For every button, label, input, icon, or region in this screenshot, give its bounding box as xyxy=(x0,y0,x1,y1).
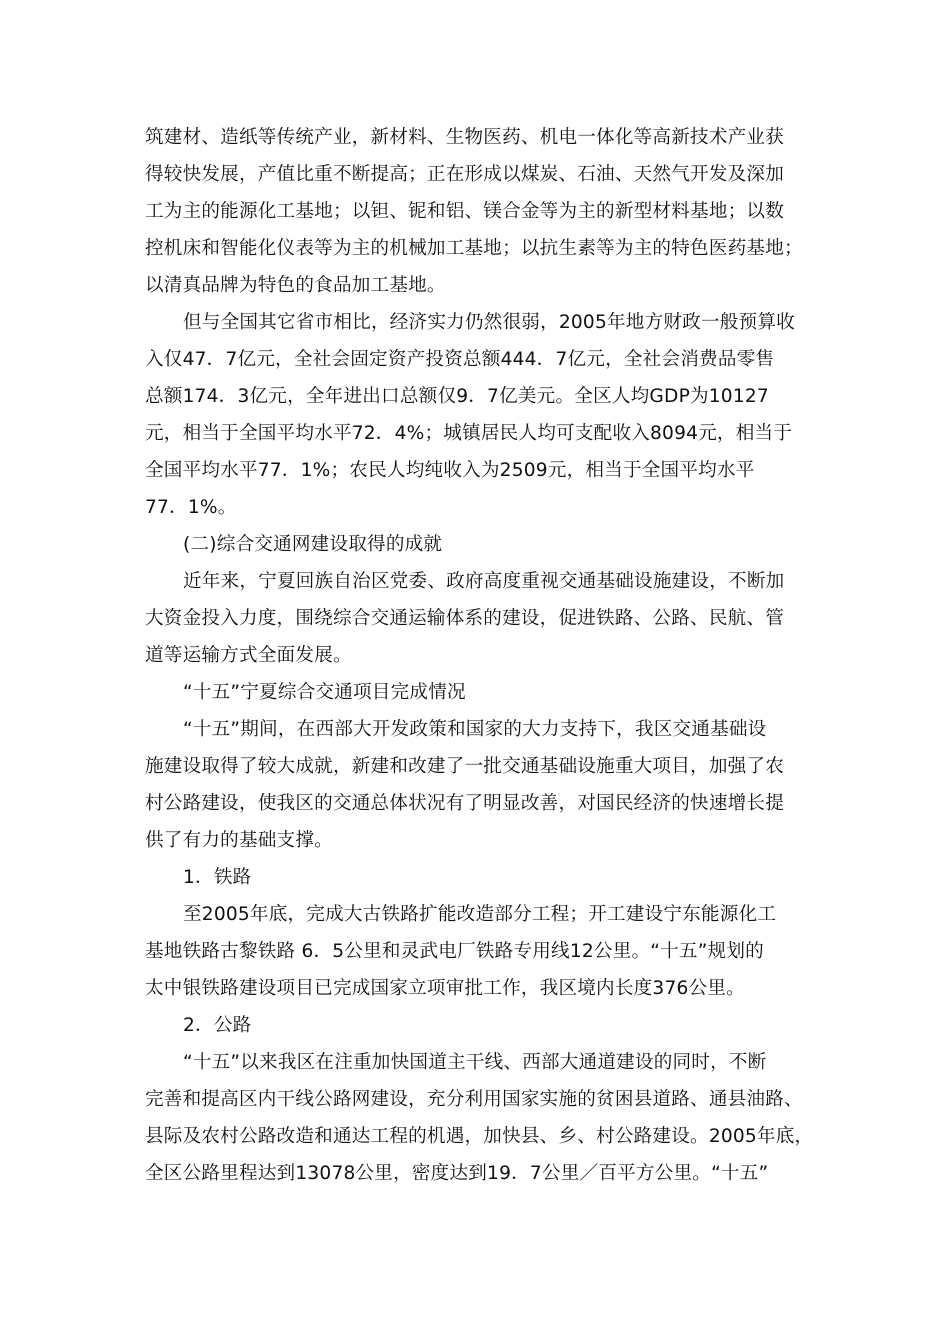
text-line: 入仅47．7亿元，全社会固定资产投资总额444．7亿元，全社会消费品零售 xyxy=(145,349,775,370)
text-line: 但与全国其它省市相比，经济实力仍然很弱，2005年地方财政一般预算收 xyxy=(183,312,795,333)
text-line: 至2005年底，完成大古铁路扩能改造部分工程；开工建设宁东能源化工 xyxy=(183,904,777,925)
text-line: 1．铁路 xyxy=(183,867,252,888)
text-line: 总额174．3亿元，全年进出口总额仅9．7亿美元。全区人均GDP为10127 xyxy=(145,386,769,407)
text-line: 工为主的能源化工基地；以钽、铌和铝、镁合金等为主的新型材料基地；以数 xyxy=(145,201,784,222)
text-line: 县际及农村公路改造和通达工程的机遇，加快县、乡、村公路建设。2005年底， xyxy=(145,1126,814,1147)
text-line: 77．1%。 xyxy=(145,497,237,518)
text-line: 控机床和智能化仪表等为主的机械加工基地；以抗生素等为主的特色医药基地； xyxy=(145,238,803,259)
text-line: 得较快发展，产值比重不断提高；正在形成以煤炭、石油、天然气开发及深加 xyxy=(145,164,784,185)
text-line: 全国平均水平77．1%；农民人均纯收入为2509元，相当于全国平均水平 xyxy=(145,460,755,481)
text-line: 2．公路 xyxy=(183,1015,252,1036)
text-line: 全区公路里程达到13078公里，密度达到19．7公里／百平方公里。“十五” xyxy=(145,1163,769,1184)
text-line: “十五”以来我区在注重加快国道主干线、西部大通道建设的同时，不断 xyxy=(183,1052,767,1073)
text-line: 基地铁路古黎铁路 6．5公里和灵武电厂铁路专用线12公里。“十五”规划的 xyxy=(145,941,764,962)
text-line: 太中银铁路建设项目已完成国家立项审批工作，我区境内长度376公里。 xyxy=(145,978,745,999)
text-line: 道等运输方式全面发展。 xyxy=(145,645,352,666)
text-line: 村公路建设，使我区的交通总体状况有了明显改善，对国民经济的快速增长提 xyxy=(145,793,784,814)
text-line: 大资金投入力度，围绕综合交通运输体系的建设，促进铁路、公路、民航、管 xyxy=(145,608,784,629)
text-line: 供了有力的基础支撑。 xyxy=(145,830,333,851)
document-body xyxy=(145,119,815,1192)
text-line: 完善和提高区内干线公路网建设，充分利用国家实施的贫困县道路、通县油路、 xyxy=(145,1089,803,1110)
text-line: “十五”宁夏综合交通项目完成情况 xyxy=(183,682,466,703)
text-line: 筑建材、造纸等传统产业，新材料、生物医药、机电一体化等高新技术产业获 xyxy=(145,127,784,148)
text-line: 施建设取得了较大成就，新建和改建了一批交通基础设施重大项目，加强了农 xyxy=(145,756,784,777)
text-line: 元，相当于全国平均水平72．4%；城镇居民人均可支配收入8094元，相当于 xyxy=(145,423,793,444)
text-line: (二)综合交通网建设取得的成就 xyxy=(183,534,443,555)
text-line: 近年来，宁夏回族自治区党委、政府高度重视交通基础设施建设，不断加 xyxy=(183,571,785,592)
text-line: 以清真品牌为特色的食品加工基地。 xyxy=(145,275,446,296)
text-line: “十五”期间，在西部大开发政策和国家的大力支持下，我区交通基础设 xyxy=(183,719,767,740)
